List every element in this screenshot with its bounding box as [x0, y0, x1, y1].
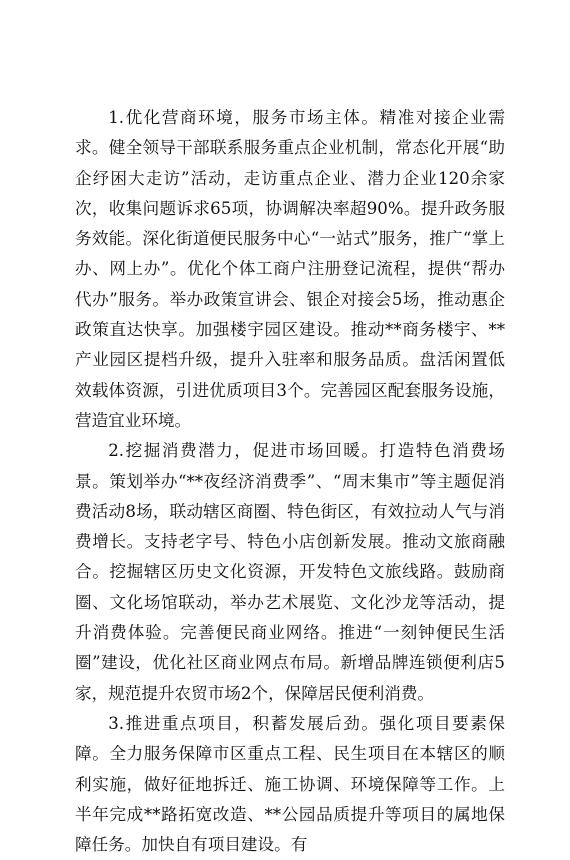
paragraph-key-projects: 3.推进重点项目，积蓄发展后劲。强化项目要素保障。全力服务保障市区重点工程、民生项目在本辖区的顺利实施，做好征地拆迁、施工协调、环境保障等工作。上半年完成**路拓宽改造、**公园品质提升等项目的属地保障任务。加快自有项目建设。有: [75, 713, 505, 855]
paragraph-business-environment: 1.优化营商环境，服务市场主体。精准对接企业需求。健全领导干部联系服务重点企业机制，常态化开展“助企纾困大走访”活动，走访重点企业、潜力企业120余家次，收集问题诉求65项，协调解决率超90%。提升政务服务效能。深化街道便民服务中心“一站式”服务，推广“掌上办、网上办”。优化个体工商户注册登记流程，提供“帮办代办”服务。举办政策宣讲会、银企对接会5场，推动惠企政策直达快享。加强楼宇园区建设。推动**商务楼宇、**产业园区提档升级，提升入驻率和服务品质。盘活闲置低效载体资源，引进优质项目3个。完善园区配套服务设施，营造宜业环境。: [75, 108, 505, 430]
document-body: [75, 103, 505, 860]
paragraph-consumption-potential: 2.挖掘消费潜力，促进市场回暖。打造特色消费场景。策划举办“**夜经济消费季”、“周末集市”等主题促消费活动8场，联动辖区商圈、特色街区，有效拉动人气与消费增长。支持老字号、特色小店创新发展。推动文旅商融合。挖掘辖区历史文化资源，开发特色文旅线路。鼓励商圈、文化场馆联动，举办艺术展览、文化沙龙等活动，提升消费体验。完善便民商业网络。推进“一刻钟便民生活圈”建设，优化社区商业网点布局。新增品牌连锁便利店5家，规范提升农贸市场2个，保障居民便利消费。: [75, 441, 505, 703]
